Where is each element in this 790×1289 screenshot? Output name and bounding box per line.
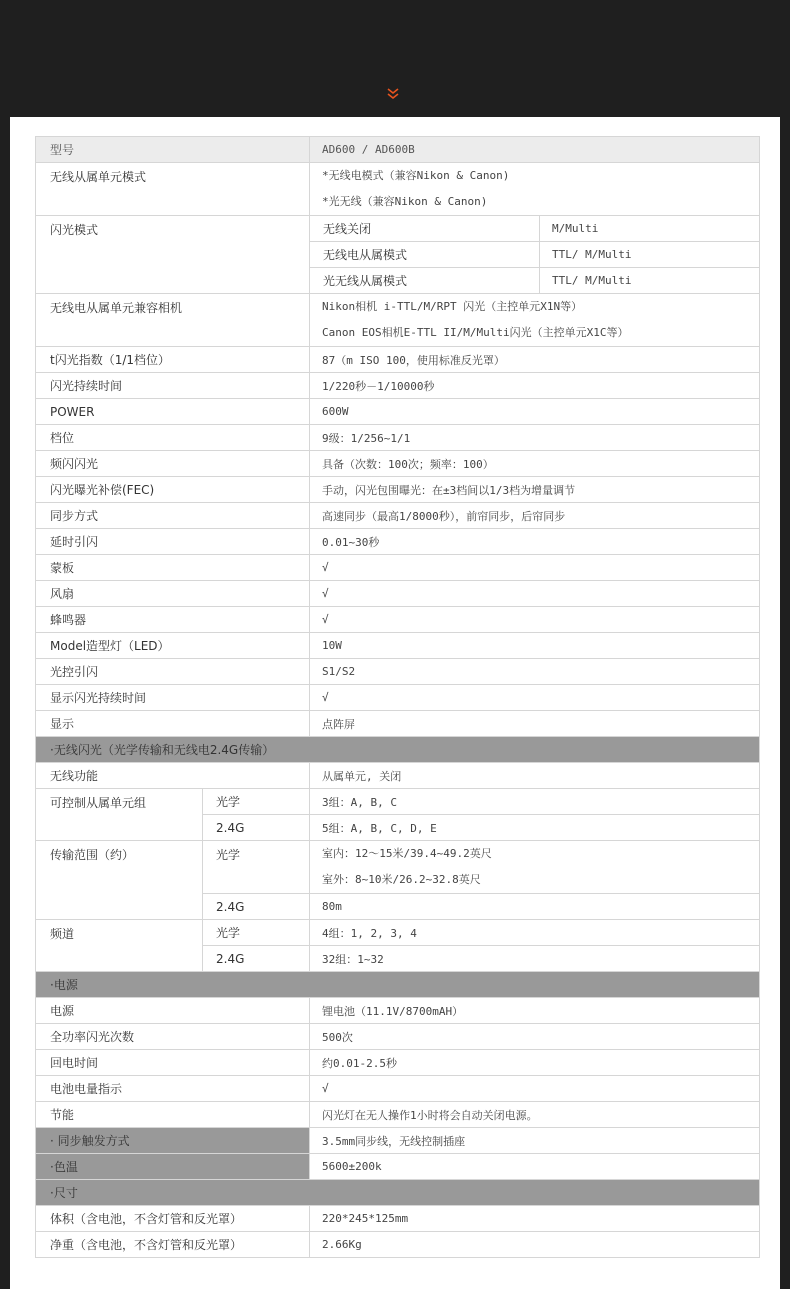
spec-label: 闪光模式 [36,216,310,294]
spec-value: 高速同步（最高1/8000秒），前帘同步，后帘同步 [310,503,760,529]
table-row [36,163,760,216]
spec-value: 9级：1/256~1/1 [310,425,760,451]
spec-value: 点阵屏 [310,711,760,737]
table-row [36,1102,760,1128]
spec-value: *无线电模式（兼容Nikon & Canon) [322,169,510,182]
spec-label: 无线从属单元模式 [36,163,310,216]
spec-sublabel: 2.4G [203,946,310,972]
table-row [36,1076,760,1102]
spec-value: Canon EOS相机E-TTL II/M/Multi闪光（主控单元X1C等） [322,326,629,339]
spec-sublabel: 2.4G [203,815,310,841]
spec-sheet [10,117,780,1289]
spec-label: 净重（含电池，不含灯管和反光罩） [36,1232,310,1258]
spec-sublabel: 光学 [203,789,310,815]
spec-value: 室外：8~10米/26.2~32.8英尺 [322,873,481,886]
spec-sublabel: 无线电从属模式 [310,242,540,268]
spec-value: 220*245*125mm [310,1206,760,1232]
table-row [36,451,760,477]
check-icon: √ [310,685,760,711]
table-row [36,1128,760,1154]
spec-label: 体积（含电池，不含灯管和反光罩） [36,1206,310,1232]
spec-label: 回电时间 [36,1050,310,1076]
spec-label: 频闪闪光 [36,451,310,477]
table-row [36,998,760,1024]
spec-value: 600W [310,399,760,425]
spec-label: 传输范围（约） [36,841,203,920]
spec-value: 32组：1~32 [310,946,760,972]
section-title-power: ·电源 [36,972,760,998]
spec-label: 全功率闪光次数 [36,1024,310,1050]
table-row [36,503,760,529]
spec-value: 约0.01-2.5秒 [310,1050,760,1076]
section-title-sync: · 同步触发方式 [36,1128,310,1154]
table-row [36,711,760,737]
spec-label: 蒙板 [36,555,310,581]
spec-value: 2.66Kg [310,1232,760,1258]
spec-label: Model造型灯（LED） [36,633,310,659]
spec-sublabel: 2.4G [203,894,310,920]
spec-value: 5组：A, B, C, D, E [310,815,760,841]
spec-value: M/Multi [540,216,760,242]
section-header [36,1180,760,1206]
top-banner [0,0,790,117]
spec-value: 1/220秒－1/10000秒 [310,373,760,399]
section-title-wireless: ·无线闪光（光学传输和无线电2.4G传输） [36,737,760,763]
spec-value: 80m [310,894,760,920]
spec-label: 显示闪光持续时间 [36,685,310,711]
spec-sublabel: 光无线从属模式 [310,268,540,294]
check-icon: √ [310,555,760,581]
spec-sublabel: 光学 [203,841,310,894]
spec-label: 可控制从属单元组 [36,789,203,841]
table-row [36,216,760,242]
spec-value: 87（m ISO 100，使用标准反光罩） [310,347,760,373]
spec-label: 无线电从属单元兼容相机 [36,294,310,347]
spec-value: 5600±200k [310,1154,760,1180]
spec-sublabel: 光学 [203,920,310,946]
section-title-size: ·尺寸 [36,1180,760,1206]
table-row [36,920,760,946]
spec-label: 风扇 [36,581,310,607]
table-row [36,399,760,425]
spec-label: 显示 [36,711,310,737]
check-icon: √ [310,581,760,607]
table-row [36,841,760,894]
spec-label: 电源 [36,998,310,1024]
spec-label: 蜂鸣器 [36,607,310,633]
table-row [36,633,760,659]
table-row [36,425,760,451]
spec-value: 闪光灯在无人操作1小时将会自动关闭电源。 [310,1102,760,1128]
spec-label: 电池电量指示 [36,1076,310,1102]
spec-label: 光控引闪 [36,659,310,685]
spec-label: 延时引闪 [36,529,310,555]
spec-value: 10W [310,633,760,659]
spec-value: *光无线（兼容Nikon & Canon) [322,195,488,208]
table-row [36,1206,760,1232]
table-row [36,659,760,685]
section-title-color-temp: ·色温 [36,1154,310,1180]
spec-label: 节能 [36,1102,310,1128]
table-row [36,294,760,347]
spec-label: 闪光曝光补偿(FEC) [36,477,310,503]
spec-label: 档位 [36,425,310,451]
spec-value: 0.01~30秒 [310,529,760,555]
spec-label: 频道 [36,920,203,972]
table-row [36,763,760,789]
table-row [36,1050,760,1076]
check-icon: √ [310,607,760,633]
chevron-down-icon[interactable] [386,88,400,100]
table-row [36,685,760,711]
spec-value: 500次 [310,1024,760,1050]
section-header [36,737,760,763]
table-row [36,347,760,373]
spec-label: 同步方式 [36,503,310,529]
table-header-row [36,137,760,163]
table-row [36,789,760,815]
spec-value: 锂电池（11.1V/8700mAH） [310,998,760,1024]
spec-value: 4组：1, 2, 3, 4 [310,920,760,946]
table-row [36,555,760,581]
spec-value: 3组：A, B, C [310,789,760,815]
model-label: 型号 [36,137,310,163]
table-row [36,529,760,555]
spec-sublabel: 无线关闭 [310,216,540,242]
spec-value: TTL/ M/Multi [540,242,760,268]
spec-value: 室内：12～15米/39.4~49.2英尺 [322,847,492,860]
spec-value: 具备（次数：100次；频率：100） [310,451,760,477]
spec-label: t闪光指数（1/1档位） [36,347,310,373]
table-row [36,607,760,633]
table-row [36,1024,760,1050]
section-header [36,972,760,998]
spec-label: 无线功能 [36,763,310,789]
spec-value: S1/S2 [310,659,760,685]
spec-value: 3.5mm同步线，无线控制插座 [310,1128,760,1154]
spec-label: POWER [36,399,310,425]
spec-value: TTL/ M/Multi [540,268,760,294]
spec-value: Nikon相机 i-TTL/M/RPT 闪光（主控单元X1N等） [322,300,583,313]
table-row [36,581,760,607]
spec-table [35,136,760,1258]
spec-value: 手动，闪光包围曝光：在±3档间以1/3档为增量调节 [310,477,760,503]
spec-value: 从属单元, 关闭 [310,763,760,789]
check-icon: √ [310,1076,760,1102]
table-row [36,373,760,399]
table-row [36,1232,760,1258]
table-row [36,477,760,503]
spec-label: 闪光持续时间 [36,373,310,399]
model-value: AD600 / AD600B [310,137,760,163]
table-row [36,1154,760,1180]
